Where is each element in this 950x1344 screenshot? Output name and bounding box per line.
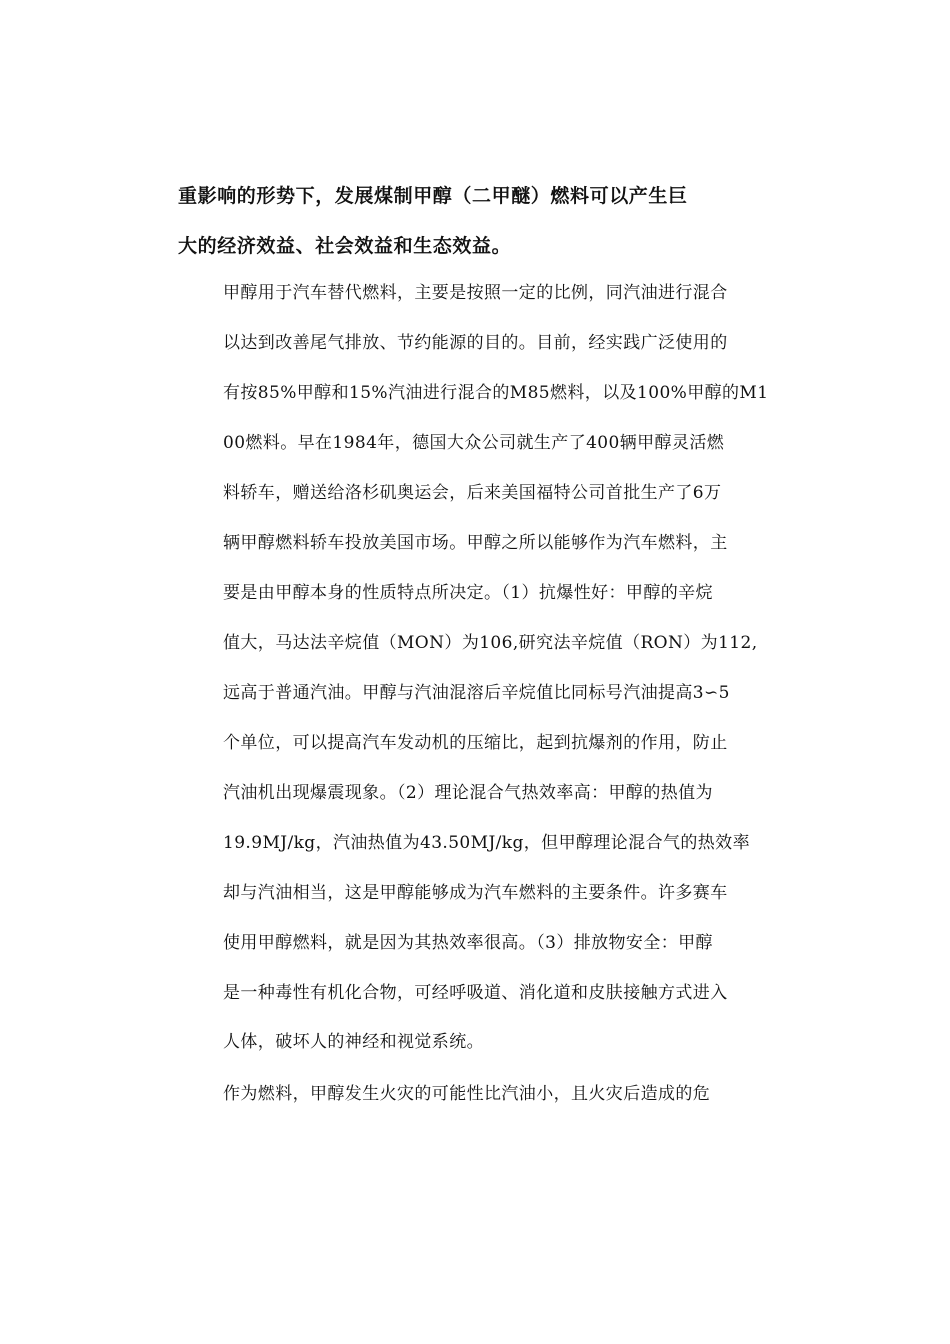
paragraph-line: 19.9MJ/kg，汽油热值为43.50MJ/kg，但甲醇理论混合气的热效率 [223,833,750,853]
paragraph-line: 要是由甲醇本身的性质特点所决定。（1）抗爆性好：甲醇的辛烷 [223,583,713,603]
paragraph-line: 是一种毒性有机化合物，可经呼吸道、消化道和皮肤接触方式进入 [223,983,728,1003]
paragraph-line: 00燃料。早在1984年，德国大众公司就生产了400辆甲醇灵活燃 [223,433,725,453]
paragraph-line: 远高于普通汽油。甲醇与汽油混溶后辛烷值比同标号汽油提高3∽5 [223,683,730,703]
intro-line: 重影响的形势下，发展煤制甲醇（二甲醚）燃料可以产生巨 [178,185,688,207]
paragraph-line: 却与汽油相当，这是甲醇能够成为汽车燃料的主要条件。许多赛车 [223,883,728,903]
paragraph-line: 人体，破坏人的神经和视觉系统。 [223,1032,484,1052]
paragraph-line: 值大，马达法辛烷值（MON）为106,研究法辛烷值（RON）为112, [223,633,758,653]
paragraph-line: 甲醇用于汽车替代燃料，主要是按照一定的比例，同汽油进行混合 [223,283,728,303]
paragraph-line: 汽油机出现爆震现象。（2）理论混合气热效率高：甲醇的热值为 [223,783,713,803]
paragraph-line: 辆甲醇燃料轿车投放美国市场。甲醇之所以能够作为汽车燃料，主 [223,533,728,553]
paragraph-line: 作为燃料，甲醇发生火灾的可能性比汽油小，且火灾后造成的危 [223,1084,711,1104]
paragraph-line: 以达到改善尾气排放、节约能源的目的。目前，经实践广泛使用的 [223,333,728,353]
paragraph-line: 个单位，可以提高汽车发动机的压缩比，起到抗爆剂的作用，防止 [223,733,728,753]
paragraph-line: 有按85%甲醇和15%汽油进行混合的M85燃料，以及100%甲醇的M1 [223,383,769,403]
paragraph-line: 料轿车，赠送给洛杉矶奥运会，后来美国福特公司首批生产了6万 [223,483,722,503]
paragraph-line: 使用甲醇燃料，就是因为其热效率很高。（3）排放物安全：甲醇 [223,933,713,953]
intro-line: 大的经济效益、社会效益和生态效益。 [178,235,512,257]
